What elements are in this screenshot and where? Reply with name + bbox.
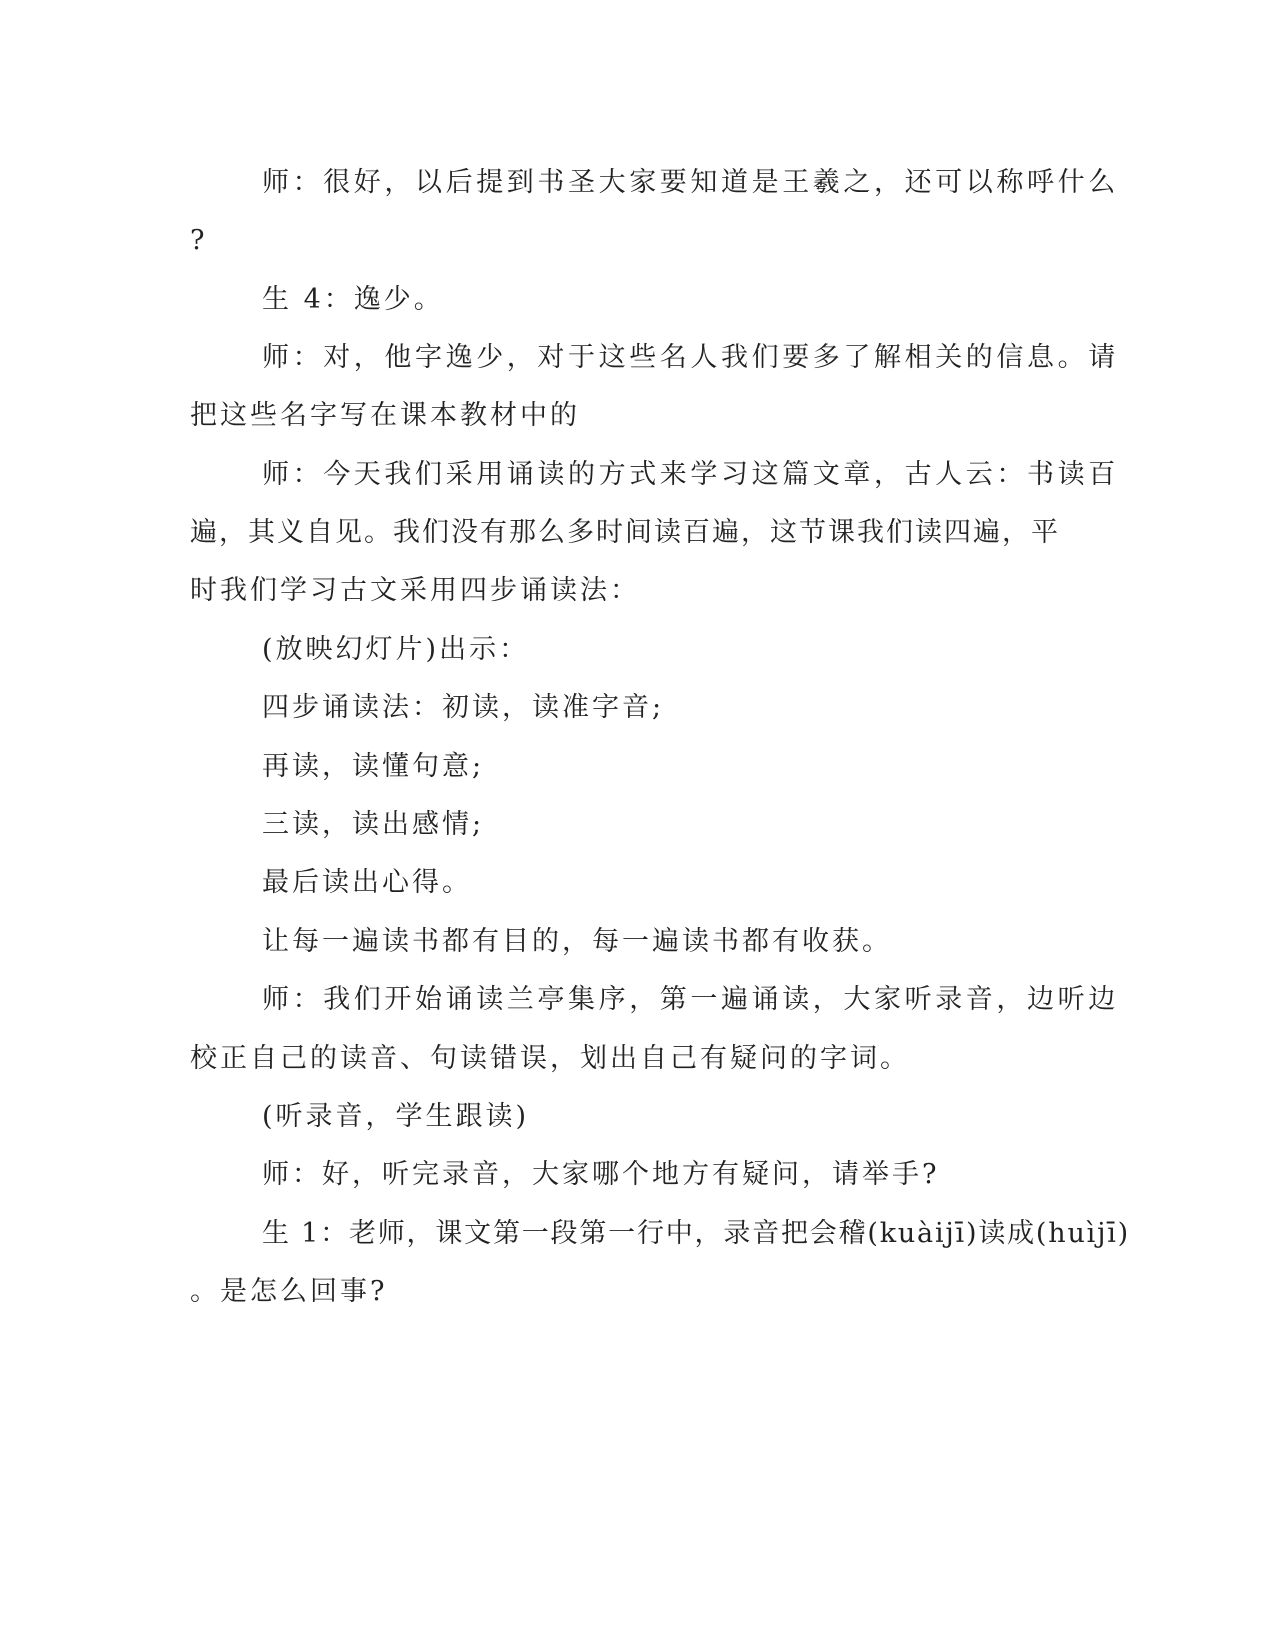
paragraph-line: 三读，读出感情; bbox=[262, 809, 485, 840]
paragraph-line: 师：今天我们采用诵读的方式来学习这篇文章，古人云：书读百 bbox=[262, 459, 1119, 490]
paragraph-line: 让每一遍读书都有目的，每一遍读书都有收获。 bbox=[262, 926, 892, 957]
paragraph-line: 师：我们开始诵读兰亭集序，第一遍诵读，大家听录音，边听边 bbox=[262, 984, 1119, 1015]
paragraph-line: 再读，读懂句意; bbox=[262, 751, 485, 782]
paragraph-line: 遍，其义自见。我们没有那么多时间读百遍，这节课我们读四遍，平 bbox=[190, 517, 1060, 548]
paragraph-line: 。是怎么回事? bbox=[190, 1276, 388, 1307]
paragraph-line: 生 1：老师，课文第一段第一行中，录音把会稽(kuàijī)读成(huìjī) bbox=[262, 1218, 1131, 1249]
paragraph-line: 时我们学习古文采用四步诵读法： bbox=[190, 575, 640, 606]
paragraph-line: 最后读出心得。 bbox=[262, 867, 472, 898]
paragraph-line: 校正自己的读音、句读错误，划出自己有疑问的字词。 bbox=[190, 1043, 910, 1074]
paragraph-line: ? bbox=[190, 225, 208, 256]
paragraph-line: 师：对，他字逸少，对于这些名人我们要多了解相关的信息。请 bbox=[262, 342, 1119, 373]
paragraph-line: (放映幻灯片)出示： bbox=[262, 634, 530, 665]
paragraph-line: 师：很好，以后提到书圣大家要知道是王羲之，还可以称呼什么 bbox=[262, 167, 1119, 198]
paragraph-line: (听录音，学生跟读) bbox=[262, 1101, 530, 1132]
paragraph-line: 生 4：逸少。 bbox=[262, 284, 444, 315]
paragraph-line: 把这些名字写在课本教材中的 bbox=[190, 400, 580, 431]
paragraph-line: 师：好，听完录音，大家哪个地方有疑问，请举手? bbox=[262, 1159, 940, 1190]
paragraph-line: 四步诵读法：初读，读准字音; bbox=[262, 692, 665, 723]
